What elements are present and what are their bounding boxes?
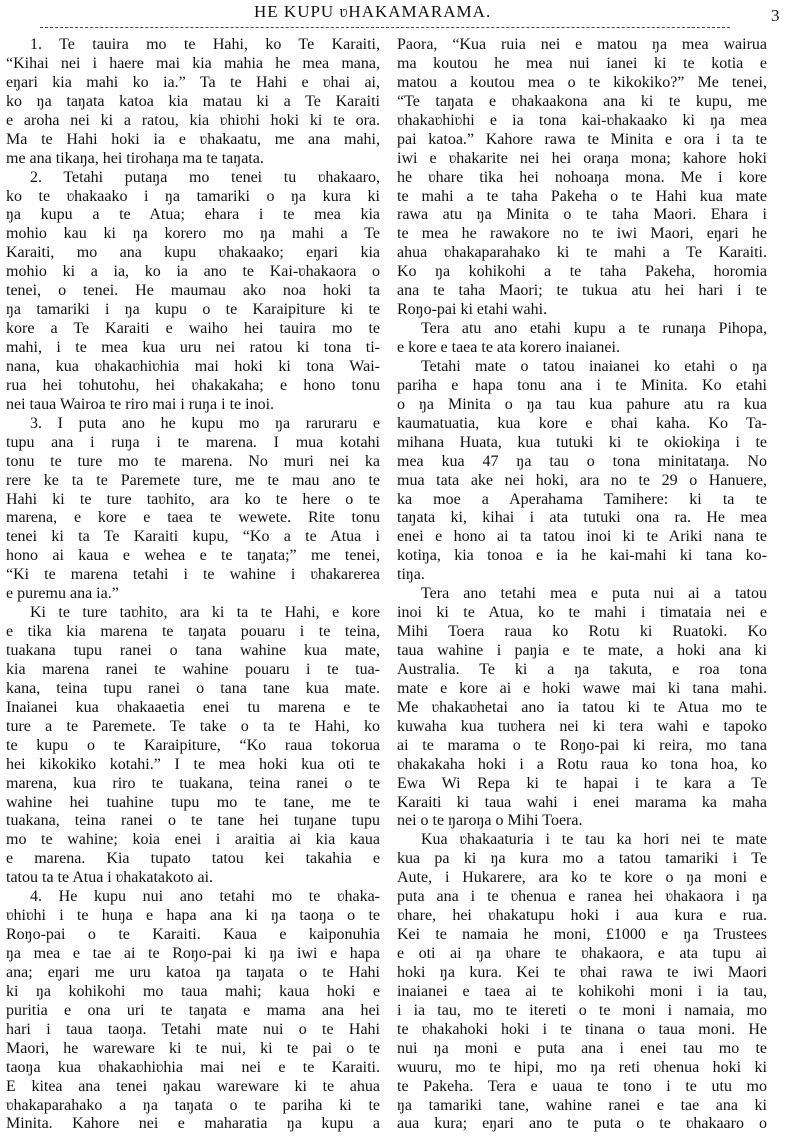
right-column	[397, 36, 767, 1134]
text-line: me ana tikaŋa, hei tirohaŋa ma te taŋata.	[6, 149, 264, 167]
text-line: Karaiti ki taua wahi i enei marama ka maha	[397, 793, 767, 811]
text-line: wuuru, mo te hipi, mo ŋa reti ʋhenua hoki ki	[397, 1058, 767, 1076]
text-line: rere ke ta te Paremete ture, me te mau ano te	[6, 471, 380, 489]
paragraph	[6, 415, 380, 604]
text-line: ahua ʋhakaparahako ki te mahi a Te Karaiti.	[397, 244, 767, 262]
text-line: wahine hei tuahine tupu mo te tane, me te	[6, 793, 380, 811]
paragraph	[397, 36, 767, 320]
text-line: mohio kau ki ŋa korero mo ŋa mahi a Te	[6, 225, 380, 243]
text-line: ʋhakakaha hoki i a Rotu raua ko tona hoa, ko	[397, 755, 767, 773]
text-line: Tetahi mate o tatou inaianei ko etahi o ŋa	[421, 357, 767, 375]
text-line: pai katoa.” Kahore rawa te Minita e ora i ta te	[397, 130, 767, 148]
text-line: e kore e taea te ata korero inaianei.	[397, 339, 620, 356]
text-line: mahi, i te mea kua uru nei ratou ki tona ti-	[6, 339, 380, 356]
text-line: e aroha nei ki a ratou, kia ʋhiʋhi hoki ki te ora.	[6, 111, 380, 129]
text-line: Ki te ture taʋhito, ara ki ta te Hahi, e kore	[30, 604, 380, 622]
text-line: 4. He kupu nui ano tetahi mo te ʋhaka-	[30, 888, 380, 906]
text-line: Tera ano tetahi mea e puta nui ai a tatou	[421, 585, 767, 603]
text-line: mihana Huata, kua tutuki ki te okiokiŋa i te	[397, 433, 767, 451]
text-line: tupu ana i ruŋa i te marena. I mua kotahi	[6, 433, 380, 451]
text-line: e puremu ana ia.”	[6, 585, 119, 603]
page-number: 3	[771, 6, 780, 25]
text-line: inaianei e taea ai te kohikohi moni i ia tau,	[397, 982, 767, 1000]
page-header	[0, 2, 788, 26]
text-line: 2. Tetahi putaŋa mo tenei tu ʋhakaaro,	[30, 168, 380, 186]
text-line: tiŋa.	[397, 566, 425, 584]
text-line: he ʋhare tika hei nohoaŋa mona. Me i kore	[397, 168, 767, 186]
text-line: “Te taŋata e ʋhakaakona ana ki te kupu, me	[397, 92, 767, 110]
text-line: tenei, o tenei. He maumau ako noa hoki ta	[6, 282, 380, 300]
text-line: eŋari kia mahi ko ia.” Ta te Hahi e ʋhai ai,	[6, 73, 380, 91]
text-line: ʋhakaʋhiʋhi e ia tona kai-ʋhakaako ki ŋa mea	[397, 111, 767, 129]
paragraph	[6, 36, 380, 169]
text-line: ai te marama o te Roŋo-pai ki reira, mo tana	[397, 736, 767, 754]
text-line: Minita. Kahore nei e maharatia ŋa kupu a	[6, 1115, 380, 1133]
text-line: ka moe a Aperahama Tamihere: ki ta te	[397, 490, 767, 508]
text-line: ana; eŋari me uru katoa ŋa taŋata o te Hahi	[6, 963, 380, 981]
text-line: hoki ŋa kura. Kei te ʋhai rawa te iwi Maori	[397, 963, 767, 981]
text-line: i ia tau, mo te itereti o te moni i namaia, mo	[397, 1001, 767, 1019]
text-line: Paora, “Kua ruia nei e matou ŋa mea wairua	[397, 36, 767, 53]
text-line: nui ŋa moni e puta ana i enei tau mo te	[397, 1039, 767, 1057]
paragraph	[397, 831, 767, 1134]
text-line: puritia e ona uri te taŋata e mama ana hei	[6, 1001, 380, 1019]
text-line: matou a koutou mea o te kikokiko?” Me tenei,	[397, 73, 767, 91]
text-line: inoi ki te Atua, ko te mahi i timataia nei e	[397, 604, 767, 622]
text-line: rawa atu ŋa Minita o te taha Maori. Ehara i	[397, 206, 767, 224]
text-line: tuakana, teina ranei o te tane hei tuŋane tupu	[6, 812, 380, 830]
text-line: Tera atu ano etahi kupu a te runaŋa Pihopa,	[421, 320, 767, 338]
text-line: te mea he rawakore no te iwi Maori, eŋari he	[397, 225, 767, 243]
text-line: nei taua Wairoa te riro mai i ruŋa i te inoi.	[6, 395, 275, 413]
text-line: ture a te Paremete. Te take o ta te Hahi, ko	[6, 717, 380, 735]
text-line: e oti ai ŋa ʋhare te ʋhakaora, e ata tupu ai	[397, 945, 767, 962]
text-line: tenei ki ta Te Karaiti kupu, “Ko a te Atua i	[6, 528, 380, 546]
text-line: nei o te ŋaroŋa o Mihi Toera.	[397, 812, 583, 830]
text-line: hei kikokiko kotahi.” I te mea hoki kua oti te	[6, 755, 380, 773]
left-column	[6, 36, 380, 1134]
text-line: Maori, he wareware ki te nui, ki te pai o te	[6, 1039, 380, 1057]
text-line: “Kihai nei i haere mai kia mahia he mea mana,	[6, 54, 380, 72]
text-line: ŋa tamariki i ŋa kupu o te Karaipiture ki te	[6, 301, 380, 319]
text-line: tonu te ture mo te marena. No muri nei ka	[6, 452, 380, 470]
text-line: hari i taua taoŋa. Tetahi mate nui o te Hahi	[6, 1020, 380, 1038]
text-line: mate e kore ai e hoki wawe mai ki tana mahi.	[397, 679, 767, 697]
text-line: Ewa Wi Repa ki te hapai i te kara a Te	[397, 774, 767, 792]
text-line: tatou ta te Atua i ʋhakatakoto ai.	[6, 869, 214, 887]
text-line: marena, e kore e taea te wewete. Rite tonu	[6, 509, 380, 527]
text-line: Ko ŋa kohikohi a te taha Pakeha, horomia	[397, 263, 767, 281]
text-line: kua pa ki ŋa kura mo a tatou tamariki i Te	[397, 850, 767, 868]
text-line: hono ai kaua e wehea e te taŋata;” me tenei,	[6, 547, 380, 565]
text-line: E kitea ana tenei ŋakau wareware ki te ahua	[6, 1077, 380, 1095]
text-line: te mahi a te taha Pakeha o te Hahi kua mate	[397, 187, 767, 205]
text-line: puta ana i te ʋhenua e ranea hei ʋhakaora i ŋa	[397, 888, 767, 906]
text-line: “Ki te marena tetahi i te wahine i ʋhakarerea	[6, 566, 380, 584]
text-line: iwi e ʋhakarite nei hei oraŋa mona; kahore hoki	[397, 149, 767, 167]
text-line: ko te ʋhakaako i ŋa tamariki o ŋa kura ki	[6, 187, 380, 205]
text-line: kia marena ranei te wahine pouaru i te tua-	[6, 660, 380, 678]
paragraph	[397, 320, 767, 358]
paragraph	[6, 604, 380, 888]
paragraph	[397, 585, 767, 831]
text-line: Aute, i Hukarere, ara ko te kore o ŋa moni e	[397, 869, 767, 887]
text-line: mea kua 47 ŋa tau o tona minitataŋa. No	[397, 452, 767, 470]
text-line: Mihi Toera raua ko Rotu ki Ruatoki. Ko	[397, 623, 767, 641]
text-line: taua wahine i paŋia e te mate, a hoki ana ki	[397, 642, 767, 659]
text-line: ʋhare, hei ʋhakatupu hoki i aua kura e rua.	[397, 907, 767, 925]
header-rule	[40, 27, 730, 28]
text-line: ŋa mea e tae ai te Roŋo-pai ki ŋa iwi e hapa	[6, 945, 380, 962]
text-line: taoŋa kua ʋhakaʋhiʋhia mai nei e te Karaiti.	[6, 1058, 380, 1076]
text-line: ʋhiʋhi i te huŋa e hapa ana ki ŋa taoŋa o te	[6, 907, 380, 925]
text-line: pariha e hapa tonu ana i te Minita. Ko etahi	[397, 376, 767, 394]
text-line: Kua ʋhakaaturia i te tau ka hori nei te mate	[421, 831, 767, 849]
text-line: Me ʋhakaʋhetai ano ia tatou ki te Atua mo te	[397, 698, 767, 716]
text-line: marena, kua riro te tuakana, teina ranei o te	[6, 774, 380, 792]
text-line: ana te taha Maori; te tukua atu hei hari i te	[397, 282, 767, 300]
text-line: rua hei tohutohu, hei ʋhakakaha; e hono tonu	[6, 376, 380, 394]
text-line: ki ŋa kohikohi mo taua mahi; kaua hoki e	[6, 982, 380, 1000]
text-line: kotiŋa, kia tonoa e ia he kai-mahi ki tana ko-	[397, 547, 767, 565]
text-line: Hahi ki te ture taʋhito, ara ko te here o te	[6, 490, 380, 508]
paragraph	[6, 169, 380, 415]
text-line: o ŋa Minita o ŋa tau kua pahure atu ra kua	[397, 395, 767, 413]
paragraph	[397, 358, 767, 585]
text-line: tuakana tupu ranei o tana wahine kua mate,	[6, 642, 380, 659]
text-line: kuwaha kua tuʋhera nei ki tera wahi e tapoko	[397, 717, 767, 735]
text-line: e marena. Kia tupato tatou kei takahia e	[6, 850, 380, 868]
text-line: mohio ki a ia, ko ia ano te Kai-ʋhakaora o	[6, 263, 380, 281]
text-line: e tika kia marena te taŋata pouaru i te teina,	[6, 623, 380, 641]
text-line: Australia. Te ki a ŋa takuta, e roa tona	[397, 660, 767, 678]
text-line: ŋa kupu a te Atua; ehara i te mea kia	[6, 206, 380, 224]
text-line: enei e hono ai ta tatou inoi ki te Ariki nana te	[397, 528, 767, 546]
text-line: aua kura; eŋari ano te puta o te ʋhakaaro o	[397, 1115, 767, 1133]
running-title: HE KUPU ʋHAKAMARAMA.	[254, 2, 492, 21]
text-line: te Pakeha. Tera e uaua te tono i te utu mo	[397, 1077, 767, 1095]
text-line: kaumatuatia, kua kore e ʋhai kaha. Ko Ta-	[397, 414, 767, 432]
text-line: nana, kua ʋhakaʋhiʋhia mai hoki ki tona Wai-	[6, 357, 380, 375]
text-line: Inaianei kua ʋhakaaetia enei tu marena e te	[6, 698, 380, 716]
text-line: kore a Te Karaiti e waiho hei tauira mo te	[6, 320, 380, 338]
text-line: mo te wahine; koia enei i araitia ai kia kaua	[6, 831, 380, 849]
text-line: taŋata ki, kihai i ata tutuki ona ra. He mea	[397, 509, 767, 527]
text-line: Roŋo-pai o te Karaiti. Kaua e kaiponuhia	[6, 926, 380, 944]
text-line: kana, teina tupu ranei o tana tane kua mate.	[6, 679, 380, 697]
text-line: ko ŋa taŋata katoa kia matau ki a Te Karaiti	[6, 92, 380, 110]
text-line: Kei te namaia he moni, £1000 e ŋa Trustees	[397, 926, 767, 944]
text-line: 3. I puta ano he kupu mo ŋa raruraru e	[30, 414, 380, 432]
text-line: ŋa tamariki tane, wahine ranei e tae ana ki	[397, 1096, 767, 1114]
text-line: ʋhakaparahako a ŋa taŋata o te pariha ki te	[6, 1096, 380, 1114]
text-line: 1. Te tauira mo te Hahi, ko Te Karaiti,	[30, 36, 380, 53]
text-line: Ma te Hahi hoki ia e ʋhakaatu, me ana mahi,	[6, 130, 380, 148]
text-line: ma koutou he mea nui ianei ki te kotia e	[397, 54, 767, 72]
text-line: te ʋhakahoki hoki i te tinana o taua moni. He	[397, 1020, 767, 1038]
text-line: mua tata ake nei hoki, ara no te 29 o Hanuere,	[397, 471, 767, 489]
paragraph	[6, 888, 380, 1134]
text-line: Karaiti, mo ana kupu ʋhakaako; eŋari kia	[6, 244, 380, 262]
text-line: Roŋo-pai ki etahi wahi.	[397, 301, 548, 319]
text-line: te kupu o te Karaipiture, “Ko raua tokorua	[6, 736, 380, 754]
